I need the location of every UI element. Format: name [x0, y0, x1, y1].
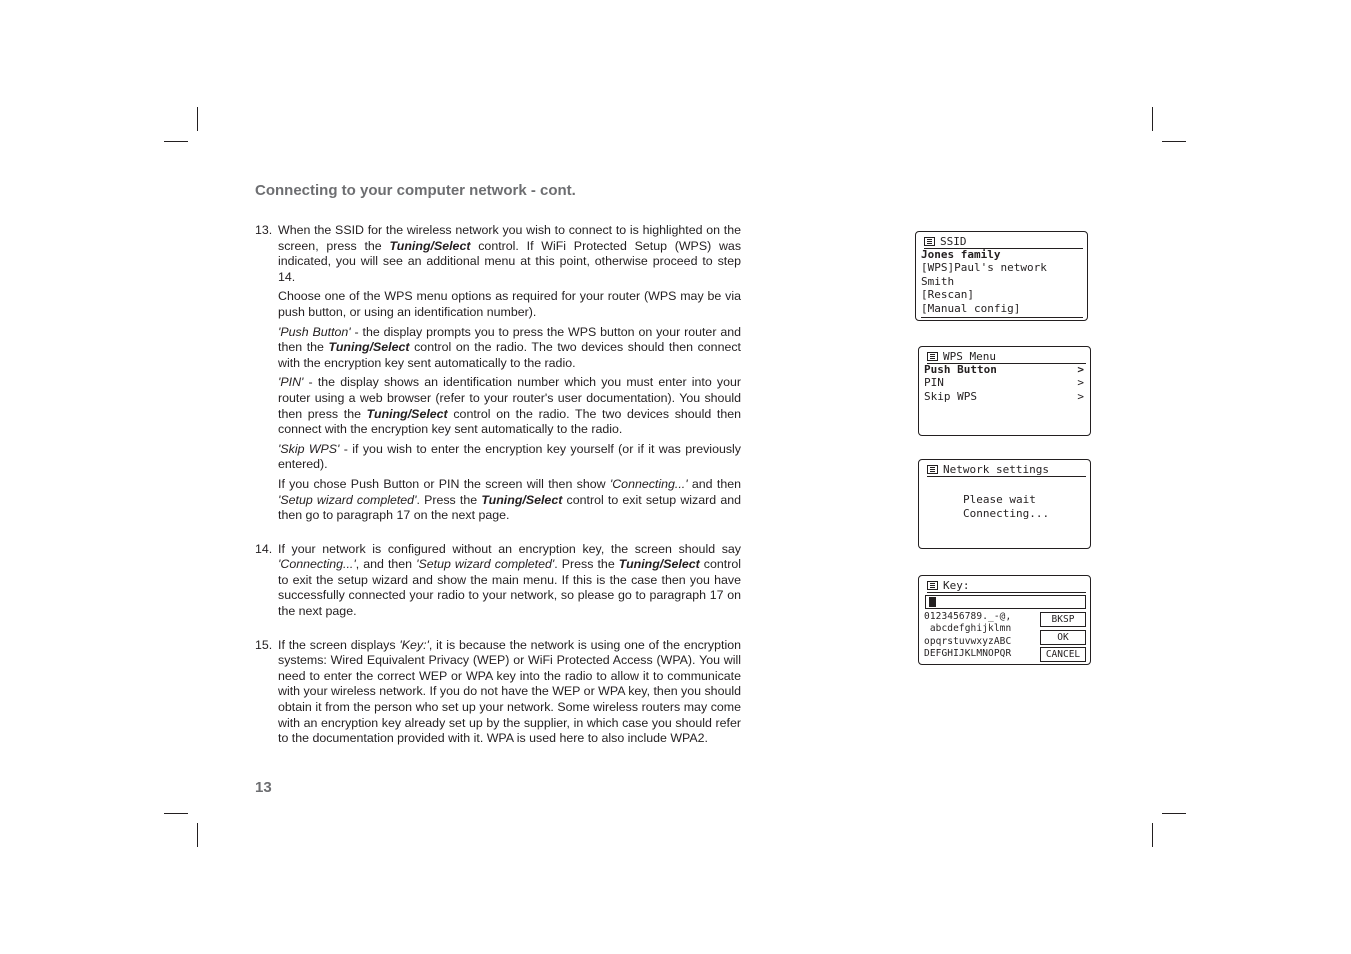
- step-13-paragraph-2: Choose one of the WPS menu options as required for your router (WPS may be via push button, or using an identification number).: [278, 289, 741, 319]
- ssid-item: [WPS]Paul's network: [921, 261, 1047, 275]
- step-13-paragraph-3: 'Push Button' - the display prompts you to press the WPS button on your router and then the Tuning/Select control on the radio. The two devices should then connect with the encryption key sent automatically to the radio.: [278, 324, 741, 370]
- menu-icon: [924, 237, 935, 246]
- instructions-column: [255, 223, 741, 751]
- screen-divider: [921, 317, 1083, 318]
- ssid-item: Jones family: [921, 248, 1001, 261]
- ssid-item: Smith: [921, 274, 955, 288]
- step-13-paragraph-6: If you chose Push Button or PIN the screen will then show 'Connecting...' and then 'Setup wizard completed'. Press the Tuning/Select control to exit setup wizard and then go to paragraph 17 on the next page.: [278, 476, 742, 523]
- screen-header: WPS Menu: [927, 350, 1086, 364]
- crop-mark: [1152, 107, 1153, 131]
- step-15: [255, 638, 741, 747]
- step-14: [255, 542, 741, 620]
- crop-mark: [1162, 141, 1186, 142]
- crop-mark: [197, 823, 198, 847]
- crop-mark: [164, 813, 188, 814]
- step-number: 15.: [255, 637, 273, 652]
- chevron-right-icon: >: [1077, 363, 1084, 376]
- crop-mark: [164, 141, 188, 142]
- cancel-button: CANCEL: [1040, 647, 1086, 662]
- crop-mark: [197, 107, 198, 131]
- chevron-right-icon: >: [1077, 376, 1084, 390]
- ssid-screen: [915, 231, 1088, 321]
- ssid-item: [Manual config]: [921, 301, 1021, 315]
- page-number: 13: [255, 779, 272, 796]
- menu-icon: [927, 581, 938, 590]
- network-settings-screen: [918, 459, 1091, 549]
- step-number: 13.: [255, 223, 273, 237]
- page-title: Connecting to your computer network - cont.: [255, 182, 576, 199]
- status-message: Please wait Connecting...: [963, 493, 1050, 520]
- step-number: 14.: [255, 541, 273, 556]
- text-cursor: [929, 597, 936, 607]
- menu-icon: [927, 465, 938, 474]
- key-input-field: [925, 595, 1086, 609]
- step-14-paragraph-1: If your network is configured without an encryption key, the screen should say 'Connecting...', and then 'Setup wizard completed'. Press the Tuning/Select control to exit the setup wizard and show the main menu. If this is the case then you have successfully connected your radio to your network, so please go to paragraph 17 on the next page.: [278, 541, 741, 619]
- screen-header: Network settings: [927, 463, 1086, 477]
- ssid-item: [Rescan]: [921, 288, 974, 302]
- step-13-paragraph-1: When the SSID for the wireless network you wish to connect to is highlighted on the screen, press the Tuning/Select control. If WiFi Protected Setup (WPS) was indicated, you will see an additional menu at this point, otherwise proceed to step 14.: [278, 223, 742, 284]
- screen-header: SSID: [924, 235, 1083, 249]
- ok-button: OK: [1040, 630, 1086, 645]
- character-set: 0123456789._-@, abcdefghijklmn opqrstuvwxyzABC DEFGHIJKLMNOPQR: [924, 611, 1012, 659]
- crop-mark: [1162, 813, 1186, 814]
- key-entry-screen: [918, 575, 1091, 665]
- chevron-right-icon: >: [1077, 389, 1084, 403]
- wps-menu-screen: [918, 346, 1091, 436]
- menu-icon: [927, 352, 938, 361]
- wps-menu-item: Skip WPS >: [924, 389, 1084, 403]
- wps-menu-item: PIN >: [924, 376, 1084, 390]
- step-13-paragraph-4: 'PIN' - the display shows an identification number which you must enter into your router using a web browser (refer to your router's user documentation). You should then press the Tuning/Select control on the radio. The two devices should then connect with the encryption key sent automatically to the radio.: [278, 375, 741, 437]
- step-15-paragraph-1: If the screen displays 'Key:', it is because the network is using one of the encryption systems: Wired Equivalent Privacy (WEP) or WiFi Protected Access (WPA). You will need to enter the correct WEP or WPA key into the radio to allow it to communicate with your wireless network. If you do not have the WEP or WPA key, then you should obtain it from the person who set up your network. Some wireless routers may come with an encryption key already set up by the supplier, in which case you should refer to the documentation provided with it. WPA is used here to also include WPA2.: [278, 637, 741, 746]
- crop-mark: [1152, 823, 1153, 847]
- step-13: [255, 223, 741, 524]
- step-13-paragraph-5: 'Skip WPS' - if you wish to enter the encryption key yourself (or if it was previously entered).: [278, 441, 741, 472]
- backspace-button: BKSP: [1040, 612, 1086, 627]
- wps-menu-item: Push Button >: [924, 363, 1084, 376]
- screen-header: Key:: [927, 579, 1086, 593]
